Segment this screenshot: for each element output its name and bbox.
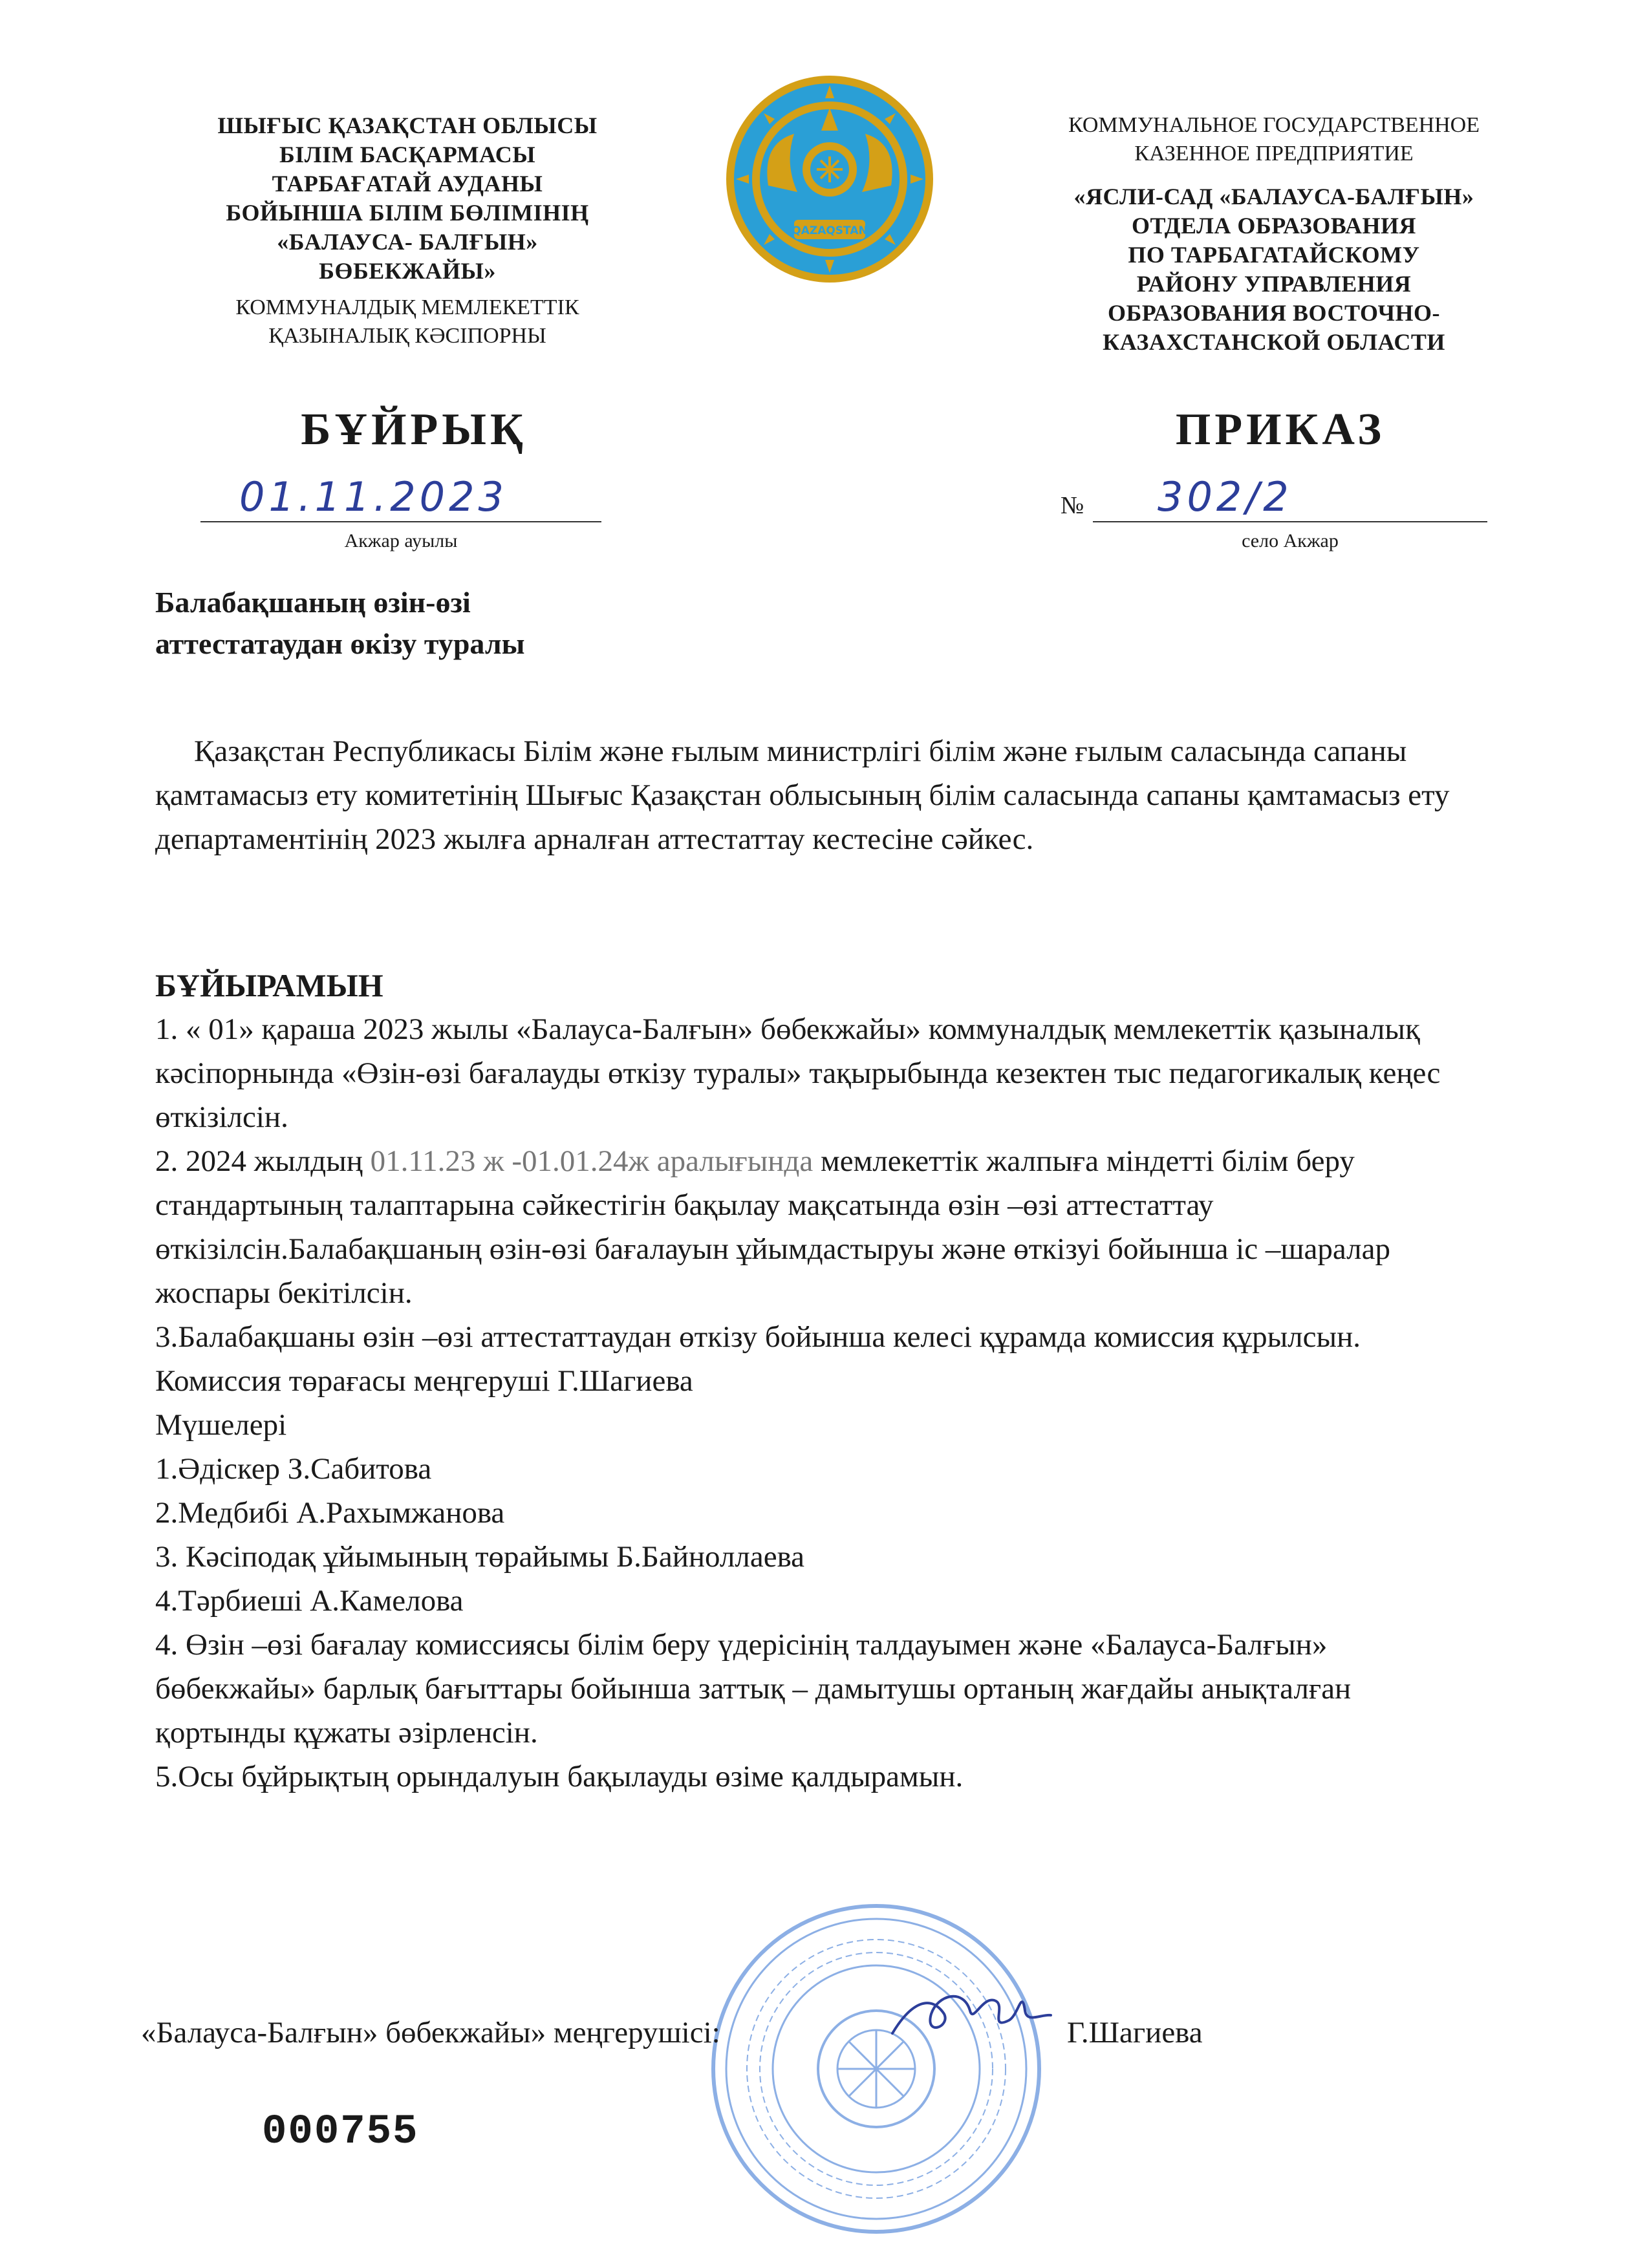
header-right-line: «ЯСЛИ-САД «БАЛАУСА-БАЛҒЫН» [1073, 184, 1474, 209]
header-left-line: ҚАЗЫНАЛЫҚ КӘСІПОРНЫ [268, 324, 546, 348]
order-number: 302/2 [1158, 473, 1293, 520]
place-kz: Акжар ауылы [344, 530, 458, 551]
signature-name: Г.Шагиева [1067, 2016, 1203, 2049]
order-item-4: 4. Өзін –өзі бағалау комиссиясы білім беру үдерісінің талдауымен және «Балауса-Балғын» бөбекжайы» барлық бағыттары бойынша заттық – дамытушы ортаның жағдайы анықталған қортынды құжаты әзірленсін. [155, 1628, 1352, 1749]
header-right-line: ОТДЕЛА ОБРАЗОВАНИЯ [1132, 213, 1416, 239]
header-right-line: РАЙОНУ УПРАВЛЕНИЯ [1136, 271, 1412, 297]
date-line [200, 473, 601, 522]
order-item-2-period: 01.11.23 ж -01.01.24ж аралығында [370, 1144, 814, 1178]
member-item: 2.Медбибі А.Рахымжанова [155, 1496, 505, 1530]
order-item-2-start: 2. 2024 жылдың [155, 1144, 363, 1178]
order-item-2 [155, 1139, 1487, 1315]
order-date: 01.11.2023 [239, 473, 508, 520]
commission-chair: Комиссия төрағасы меңгеруші Г.Шагиева [155, 1364, 693, 1398]
order-item-5: 5.Осы бұйрықтың орындалуын бақылауды өзіме қалдырамын. [155, 1760, 964, 1793]
header-left-line: БІЛІМ БАСҚАРМАСЫ [279, 142, 536, 167]
emblem-text: QAZAQSTAN [792, 224, 868, 237]
order-title-ru: ПРИКАЗ [1175, 405, 1386, 455]
number-line [1093, 473, 1487, 522]
stamp-icon [708, 1901, 1044, 2237]
header-right-bold [1015, 182, 1533, 357]
header-left-normal [162, 294, 653, 350]
header-left-line: «БАЛАУСА- БАЛҒЫН» [277, 229, 538, 255]
signature-position: «Балауса-Балғын» бөбекжайы» меңгерушісі: [141, 2016, 720, 2049]
order-title-kz: БҰЙРЫҚ [301, 405, 527, 455]
order-heading: БҰЙЫРАМЫН [155, 967, 383, 1003]
header-right-line: КАЗЕННОЕ ПРЕДПРИЯТИЕ [1134, 142, 1414, 166]
header-right-normal [1015, 111, 1533, 168]
header-left-line: КОММУНАЛДЫҚ МЕМЛЕКЕТТІК [235, 295, 579, 319]
preamble-text: Қазақстан Республикасы Білім және ғылым министрлігі білім және ғылым саласында сапаны қамтамасыз ету комитетінің Шығыс Қазақстан облысының білім саласында сапаны қамтамасыз ету департаментінің 2023 жылға арналған аттестаттау кестесіне сәйкес. [155, 734, 1450, 856]
header-left-line: БӨБЕКЖАЙЫ» [319, 258, 496, 284]
order-item-2-rest: мемлекеттік жалпыға міндетті білім беру стандартының талаптарына сәйкестігін бақылау мақсатында өзін –өзі аттестаттау өткізілсін.Балабақшаның өзін-өзі бағалауын ұйымдастыруы және өткізуі бойынша іс –шаралар жоспары бекітілсін. [155, 1144, 1390, 1310]
official-stamp [708, 1901, 1044, 2237]
subject-line: Балабақшаның өзін-өзі [155, 586, 471, 619]
header-left [162, 111, 653, 350]
state-emblem [723, 72, 936, 286]
header-left-line: ШЫҒЫС ҚАЗАҚСТАН ОБЛЫСЫ [217, 112, 598, 138]
header-left-line: ТАРБАҒАТАЙ АУДАНЫ [272, 171, 543, 197]
serial-number: 000755 [262, 2109, 419, 2156]
member-item: 3. Кәсіподақ ұйымының төрайымы Б.Байноллаева [155, 1540, 805, 1574]
signature-icon [886, 1975, 1061, 2053]
header-right-line: ПО ТАРБАГАТАЙСКОМУ [1128, 242, 1420, 268]
subject-line: аттестатаудан өкізу туралы [155, 627, 525, 660]
handwritten-signature [886, 1975, 1061, 2053]
emblem-icon [723, 72, 936, 286]
header-left-line: БОЙЫНША БІЛІМ БӨЛІМІНІҢ [226, 200, 589, 226]
place-ru: село Акжар [1242, 530, 1339, 551]
order-body [155, 963, 1487, 1799]
header-right-line: КАЗАХСТАНСКОЙ ОБЛАСТИ [1103, 329, 1445, 355]
header-right-line: КОММУНАЛЬНОЕ ГОСУДАРСТВЕННОЕ [1068, 113, 1480, 137]
order-item-1: 1. « 01» қараша 2023 жылы «Балауса-Балғын» бөбекжайы» коммуналдық мемлекеттік қазыналық кәсіпорнында «Өзін-өзі бағалауды өткізу туралы» тақырыбында кезектен тыс педагогикалық кеңес өткізілсін. [155, 1012, 1441, 1134]
order-item-3: 3.Балабақшаны өзін –өзі аттестаттаудан өткізу бойынша келесі құрамда комиссия құрылсын. [155, 1320, 1361, 1354]
preamble [155, 729, 1455, 861]
members-label: Мүшелері [155, 1408, 287, 1442]
member-item: 4.Тәрбиеші А.Камелова [155, 1584, 464, 1618]
order-subject [155, 582, 931, 665]
member-item: 1.Әдіскер З.Сабитова [155, 1452, 432, 1486]
order-number-prefix: № [1061, 492, 1084, 519]
header-right [1015, 111, 1533, 357]
header-right-line: ОБРАЗОВАНИЯ ВОСТОЧНО- [1107, 300, 1441, 326]
header-left-bold [162, 111, 653, 286]
